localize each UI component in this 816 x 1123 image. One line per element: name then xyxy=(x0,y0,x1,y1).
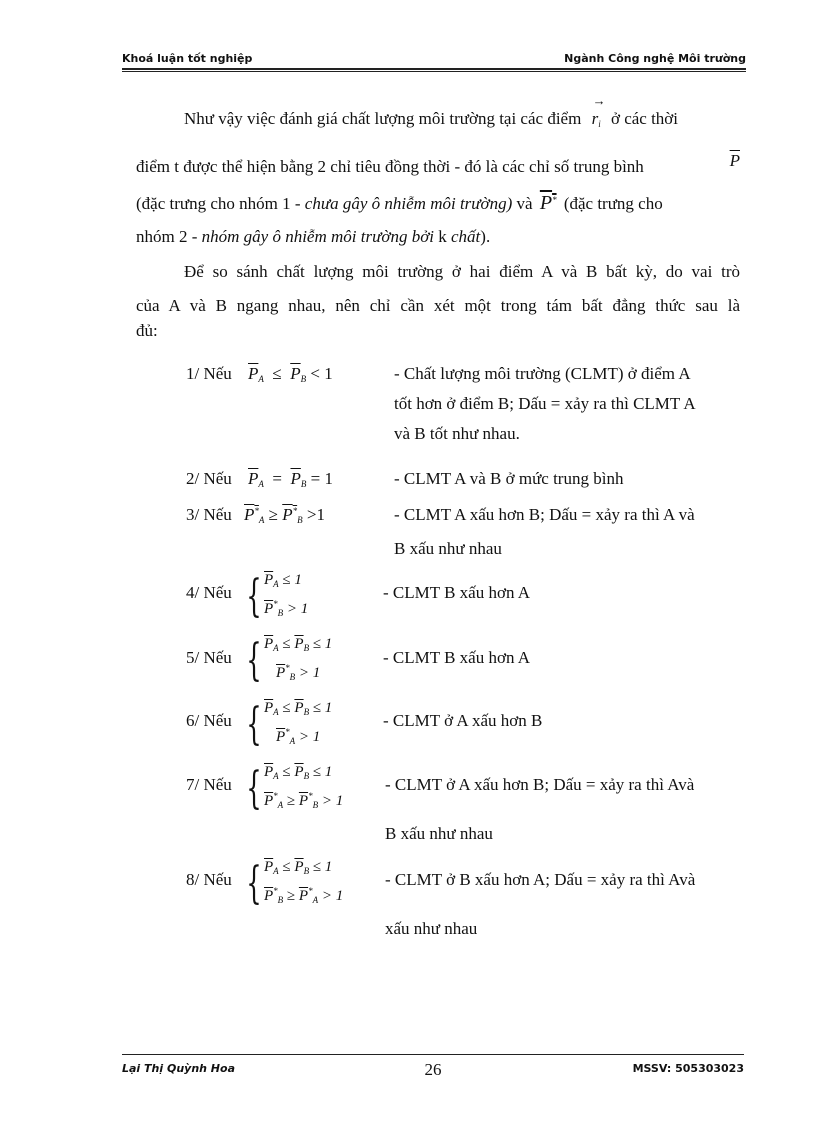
item-8-condition: { $\overline{P}_A \le \overline{P}_B \le 1$ $\overline{P}^*_B \ge \overline{P}^*_A > 1$ xyxy=(246,857,344,909)
symbol-p-star-bar: P* xyxy=(539,192,557,214)
item-8-number: 8/ Nếu xyxy=(186,870,232,889)
item-1-desc-2: tốt hơn ở điểm B; Dấu = xảy ra thì CLMT A xyxy=(394,394,696,413)
header-rule-thin xyxy=(122,71,746,72)
item-3-condition: $P^*_A \ge P^*_B >1$ xyxy=(244,505,325,525)
item-8-desc-1: - CLMT ở B xấu hơn A; Dấu = xảy ra thì Avà xyxy=(385,870,696,889)
brace-icon: { xyxy=(246,762,262,814)
item-1-desc-3: và B tốt như nhau. xyxy=(394,424,520,443)
footer-rule xyxy=(122,1054,744,1055)
conditions-text xyxy=(0,0,1,1)
item-7-desc-2: B xấu như nhau xyxy=(385,824,493,843)
item-3-desc-1: - CLMT A xấu hơn B; Dấu = xảy ra thì A và xyxy=(394,505,695,524)
brace-icon: { xyxy=(246,857,262,909)
para1-line2: điểm t được thể hiện bằng 2 chỉ tiêu đồng thời - đó là các chỉ số trung bình $\overline{P}$ xyxy=(136,151,740,176)
header-right: Ngành Công nghệ Môi trường xyxy=(564,52,746,65)
symbol-p-bar: $\overline{P}$ xyxy=(729,151,740,170)
para2-line1: Để so sánh chất lượng môi trường ở hai điểm A và B bất kỳ, do vai trò xyxy=(184,262,740,281)
item-6-condition: { $\overline{P}_A \le \overline{P}_B \le 1$ $\overline{P}^*_A > 1$ xyxy=(246,698,333,750)
footer-author: Lại Thị Quỳnh Hoa xyxy=(122,1062,235,1075)
item-1-desc-1: - Chất lượng môi trường (CLMT) ở điểm A xyxy=(394,364,691,383)
para1-line1: Như vậy việc đánh giá chất lượng môi trường tại các điểm → $r_i$ ở các thời xyxy=(184,93,679,129)
item-6-desc-1: - CLMT ở A xấu hơn B xyxy=(383,711,543,730)
vector-r: → $r_i$ xyxy=(591,93,606,129)
vector-arrow-icon: → xyxy=(592,93,606,108)
item-1-number: 1/ Nếu xyxy=(186,364,232,383)
brace-icon: { xyxy=(246,570,262,622)
para1-line3: (đặc trưng cho nhóm 1 - chưa gây ô nhiễm môi trường) và P* (đặc trưng cho xyxy=(136,192,663,214)
item-5-number: 5/ Nếu xyxy=(186,648,232,667)
item-3-number: 3/ Nếu xyxy=(186,505,232,524)
brace-icon: { xyxy=(246,698,262,750)
page-number: 26 xyxy=(424,1060,442,1079)
page-header xyxy=(122,52,746,68)
item-7-number: 7/ Nếu xyxy=(186,775,232,794)
para2-line3: đủ: xyxy=(136,321,158,340)
item-1-condition: $\overline{P}_A \le \overline{P}_B < 1$ xyxy=(248,364,333,384)
footer-student-id: MSSV: 505303023 xyxy=(632,1062,744,1075)
header-rule xyxy=(122,68,746,70)
para1-line4: nhóm 2 - nhóm gây ô nhiễm môi trường bởi k chất). xyxy=(136,227,491,246)
page-footer xyxy=(122,1060,744,1082)
item-5-condition: { $\overline{P}_A \le \overline{P}_B \le 1$ $\overline{P}^*_B > 1$ xyxy=(246,634,333,686)
item-4-desc-1: - CLMT B xấu hơn A xyxy=(383,583,531,602)
item-3-desc-2: B xấu như nhau xyxy=(394,539,502,558)
item-6-number: 6/ Nếu xyxy=(186,711,232,730)
brace-icon: { xyxy=(246,634,262,686)
item-2-condition: $\overline{P}_A = \overline{P}_B = 1$ xyxy=(248,469,333,489)
item-4-number: 4/ Nếu xyxy=(186,583,232,602)
header-left: Khoá luận tốt nghiệp xyxy=(122,52,253,65)
item-2-number: 2/ Nếu xyxy=(186,469,232,488)
item-5-desc-1: - CLMT B xấu hơn A xyxy=(383,648,531,667)
item-4-condition: { $\overline{P}_A \le 1$ $\overline{P}^*_B > 1$ xyxy=(246,570,309,622)
item-8-desc-2: xấu như nhau xyxy=(385,919,478,938)
item-7-desc-1: - CLMT ở A xấu hơn B; Dấu = xảy ra thì Avà xyxy=(385,775,695,794)
para2-line2: của A và B ngang nhau, nên chỉ cần xét một trong tám bất đẳng thức sau là xyxy=(136,296,740,315)
item-2-desc-1: - CLMT A và B ở mức trung bình xyxy=(394,469,624,488)
item-7-condition: { $\overline{P}_A \le \overline{P}_B \le 1$ $\overline{P}^*_A \ge \overline{P}^*_B > 1$ xyxy=(246,762,344,814)
